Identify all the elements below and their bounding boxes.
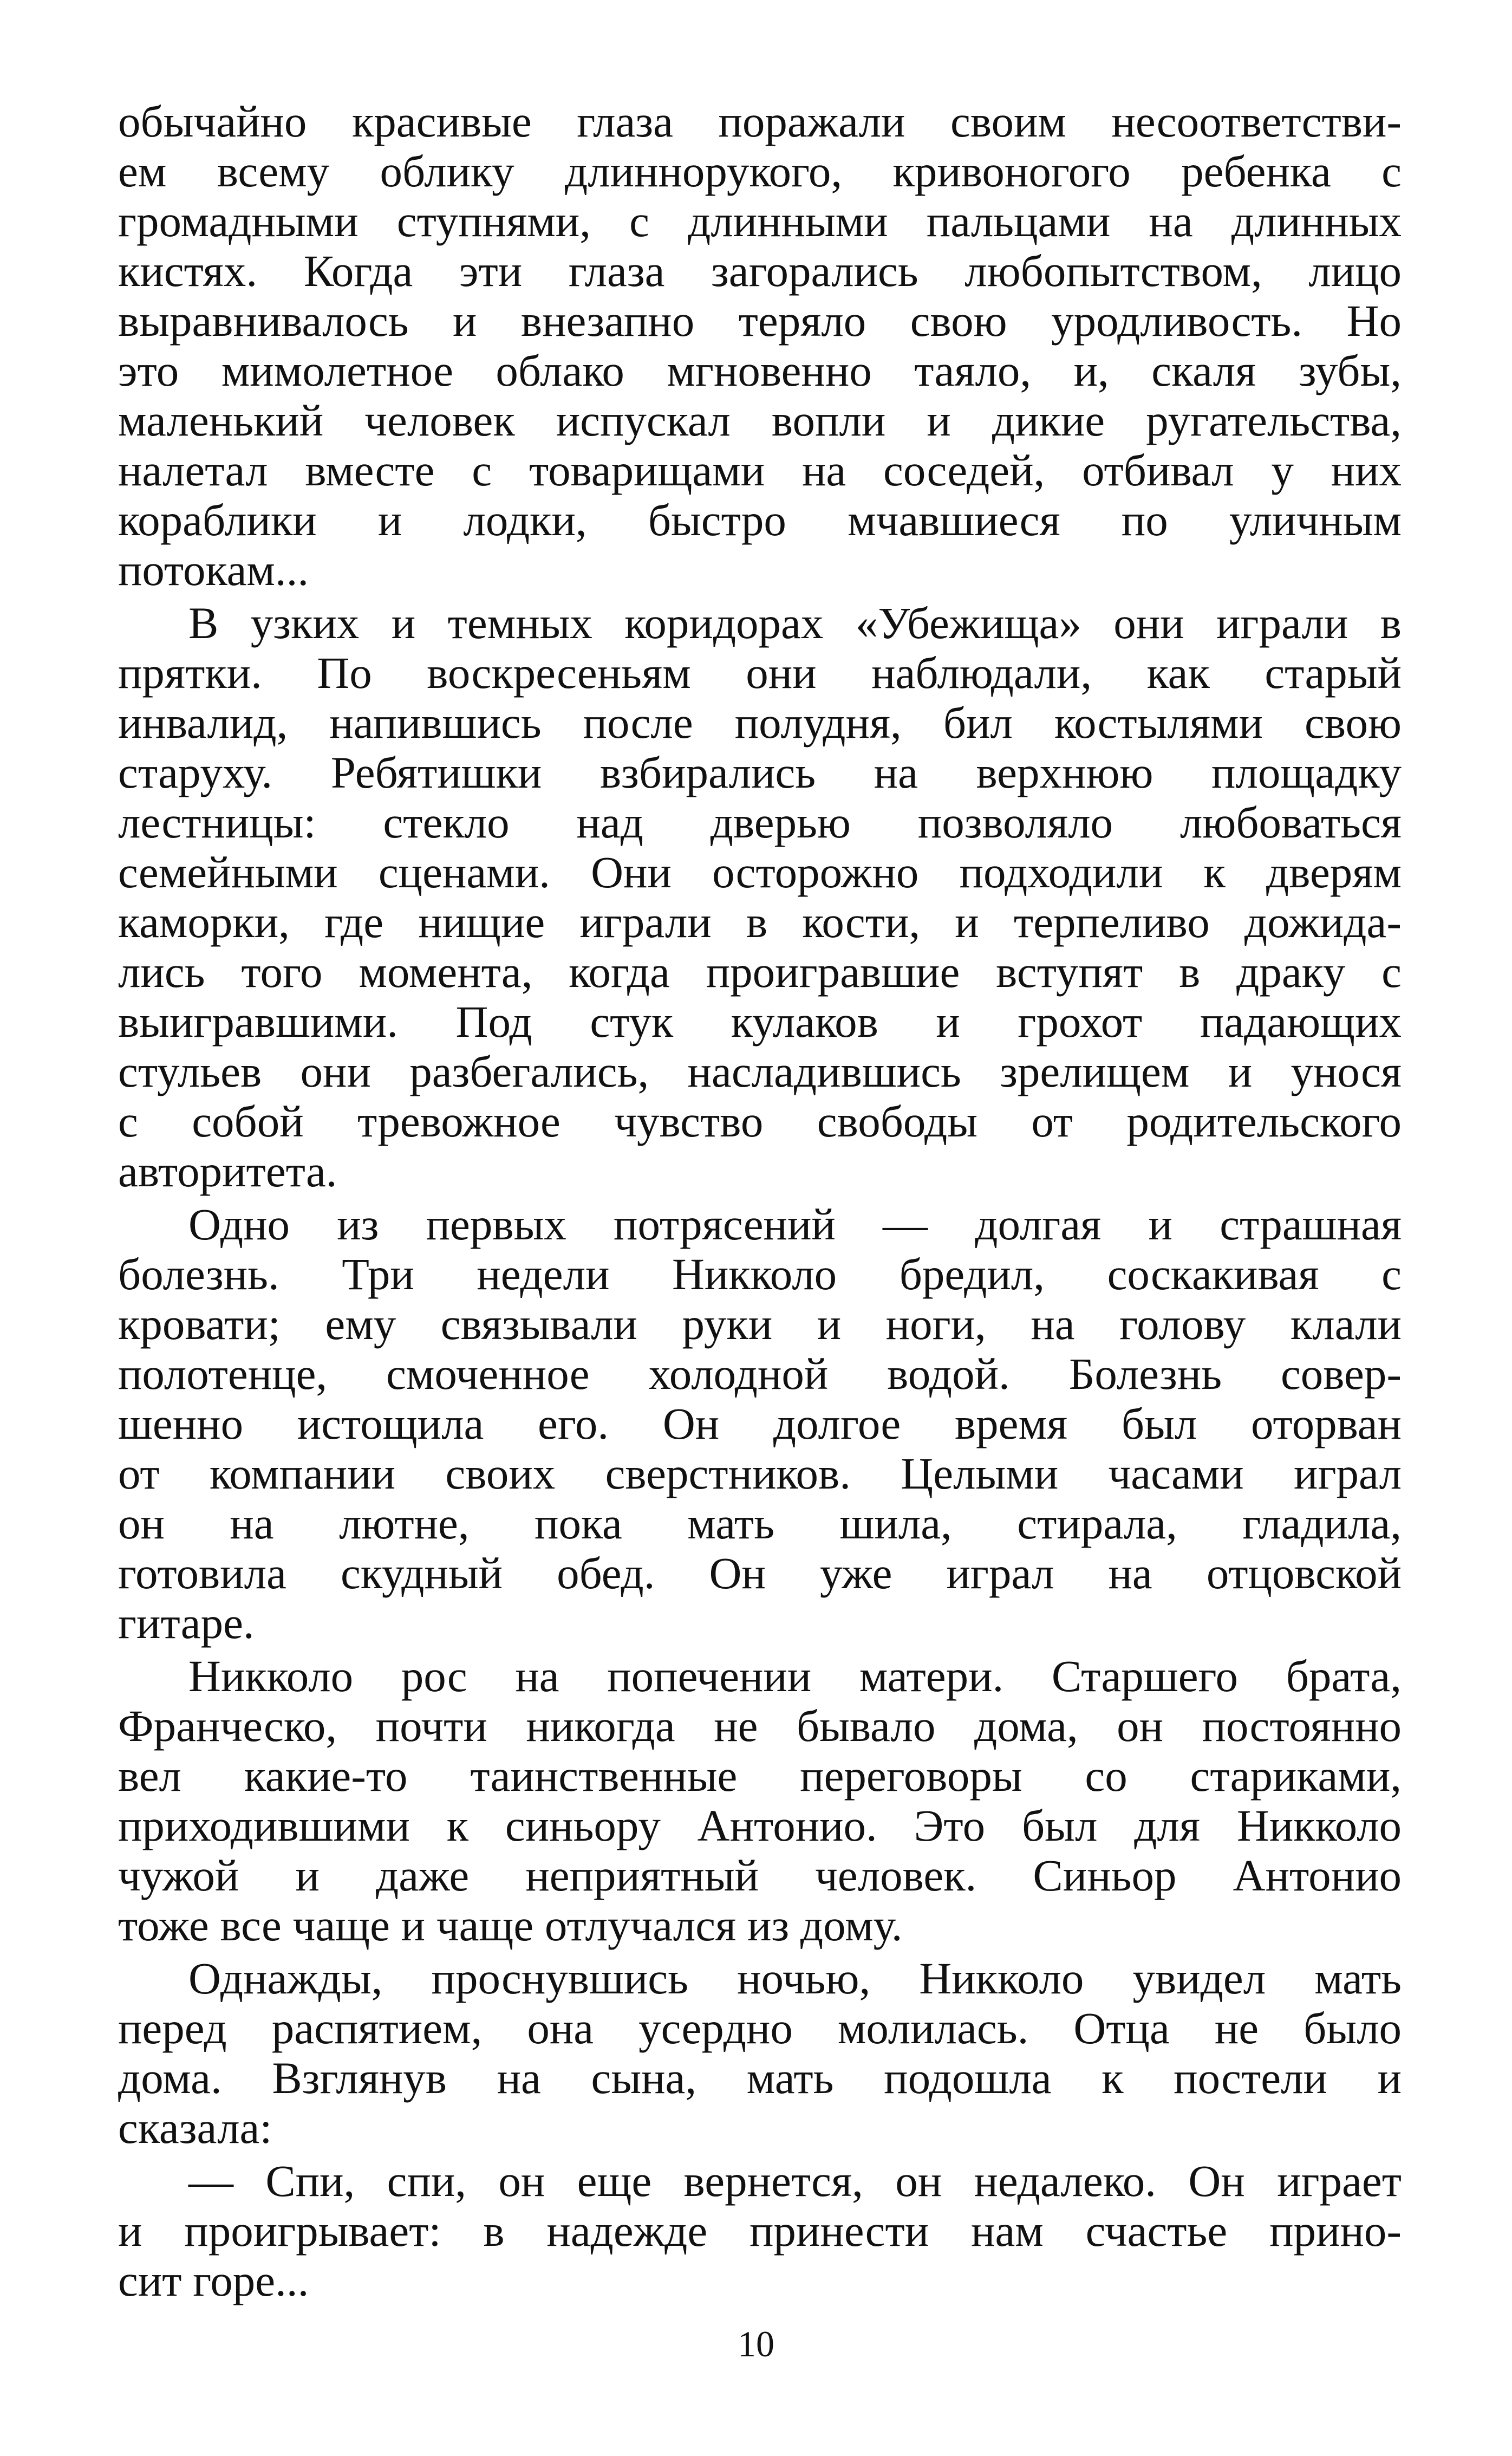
text-line: ем всему облику длиннорукого, кривоногого ребенка с — [118, 146, 1402, 196]
text-line: каморки, где нищие играли в кости, и терпеливо дожида- — [118, 897, 1402, 947]
text-line: приходившими к синьору Антонио. Это был для Никколо — [118, 1801, 1402, 1850]
text-line: от компании своих сверстников. Целыми часами играл — [118, 1448, 1402, 1498]
paragraph — [118, 2156, 1402, 2305]
text-line: сказала: — [118, 2103, 272, 2153]
text-line: он на лютне, пока мать шила, стирала, гладила, — [118, 1498, 1402, 1548]
text-line: налетал вместе с товарищами на соседей, отбивал у них — [118, 445, 1402, 495]
text-line: обычайно красивые глаза поражали своим несоответстви- — [118, 96, 1402, 146]
paragraph — [118, 1651, 1402, 1950]
text-line: шенно истощила его. Он долгое время был оторван — [118, 1399, 1402, 1448]
text-line: гитаре. — [118, 1598, 255, 1648]
text-line: Одно из первых потрясений — долгая и страшная — [188, 1199, 1402, 1249]
text-line: перед распятием, она усердно молилась. Отца не было — [118, 2003, 1402, 2053]
text-line: лись того момента, когда проигравшие вступят в драку с — [118, 947, 1402, 997]
text-line: авторитета. — [118, 1146, 337, 1196]
text-line: громадными ступнями, с длинными пальцами на длинных — [118, 196, 1402, 246]
text-line: потокам... — [118, 545, 309, 595]
text-line: Никколо рос на попечении матери. Старшего брата, — [188, 1651, 1402, 1701]
text-line: это мимолетное облако мгновенно таяло, и, скаля зубы, — [118, 346, 1402, 395]
text-line: с собой тревожное чувство свободы от родительского — [118, 1096, 1402, 1146]
text-line: дома. Взглянув на сына, мать подошла к постели и — [118, 2053, 1402, 2103]
text-line: тоже все чаще и чаще отлучался из дому. — [118, 1900, 903, 1950]
text-line: Однажды, проснувшись ночью, Никколо увидел мать — [188, 1953, 1402, 2003]
text-line: кистях. Когда эти глаза загорались любопытством, лицо — [118, 246, 1402, 296]
page-number: 10 — [738, 2323, 774, 2364]
text-line: В узких и темных коридорах «Убежища» они играли в — [188, 598, 1402, 648]
text-line: выравнивалось и внезапно теряло свою уродливость. Но — [118, 296, 1402, 346]
text-line: болезнь. Три недели Никколо бредил, соскакивая с — [118, 1249, 1402, 1299]
text-line: инвалид, напившись после полудня, бил костылями свою — [118, 698, 1402, 748]
paragraph — [118, 1953, 1402, 2153]
paragraph — [118, 598, 1402, 1196]
text-line: вел какие-то таинственные переговоры со стариками, — [118, 1751, 1402, 1801]
text-line: выигравшими. Под стук кулаков и грохот падающих — [118, 997, 1402, 1047]
text-line: кораблики и лодки, быстро мчавшиеся по уличным — [118, 495, 1402, 545]
page-body — [118, 96, 1402, 2309]
text-line: сит горе... — [118, 2256, 309, 2305]
text-line: готовила скудный обед. Он уже играл на отцовской — [118, 1548, 1402, 1598]
text-line: кровати; ему связывали руки и ноги, на голову клали — [118, 1299, 1402, 1349]
text-line: старуху. Ребятишки взбирались на верхнюю площадку — [118, 748, 1402, 797]
text-line: маленький человек испускал вопли и дикие ругательства, — [118, 395, 1402, 445]
text-line: Франческо, почти никогда не бывало дома, он постоянно — [118, 1701, 1402, 1751]
text-line: полотенце, смоченное холодной водой. Болезнь совер- — [118, 1349, 1402, 1399]
text-line: лестницы: стекло над дверью позволяло любоваться — [118, 797, 1402, 847]
text-line: — Спи, спи, он еще вернется, он недалеко. Он играет — [188, 2156, 1402, 2206]
paragraph — [118, 96, 1402, 595]
text-line: прятки. По воскресеньям они наблюдали, как старый — [118, 648, 1402, 698]
text-line: чужой и даже неприятный человек. Синьор Антонио — [118, 1850, 1402, 1900]
paragraph — [118, 1199, 1402, 1648]
text-line: стульев они разбегались, насладившись зрелищем и унося — [118, 1047, 1402, 1096]
text-line: семейными сценами. Они осторожно подходили к дверям — [118, 847, 1402, 897]
text-line: и проигрывает: в надежде принести нам счастье прино- — [118, 2206, 1402, 2256]
